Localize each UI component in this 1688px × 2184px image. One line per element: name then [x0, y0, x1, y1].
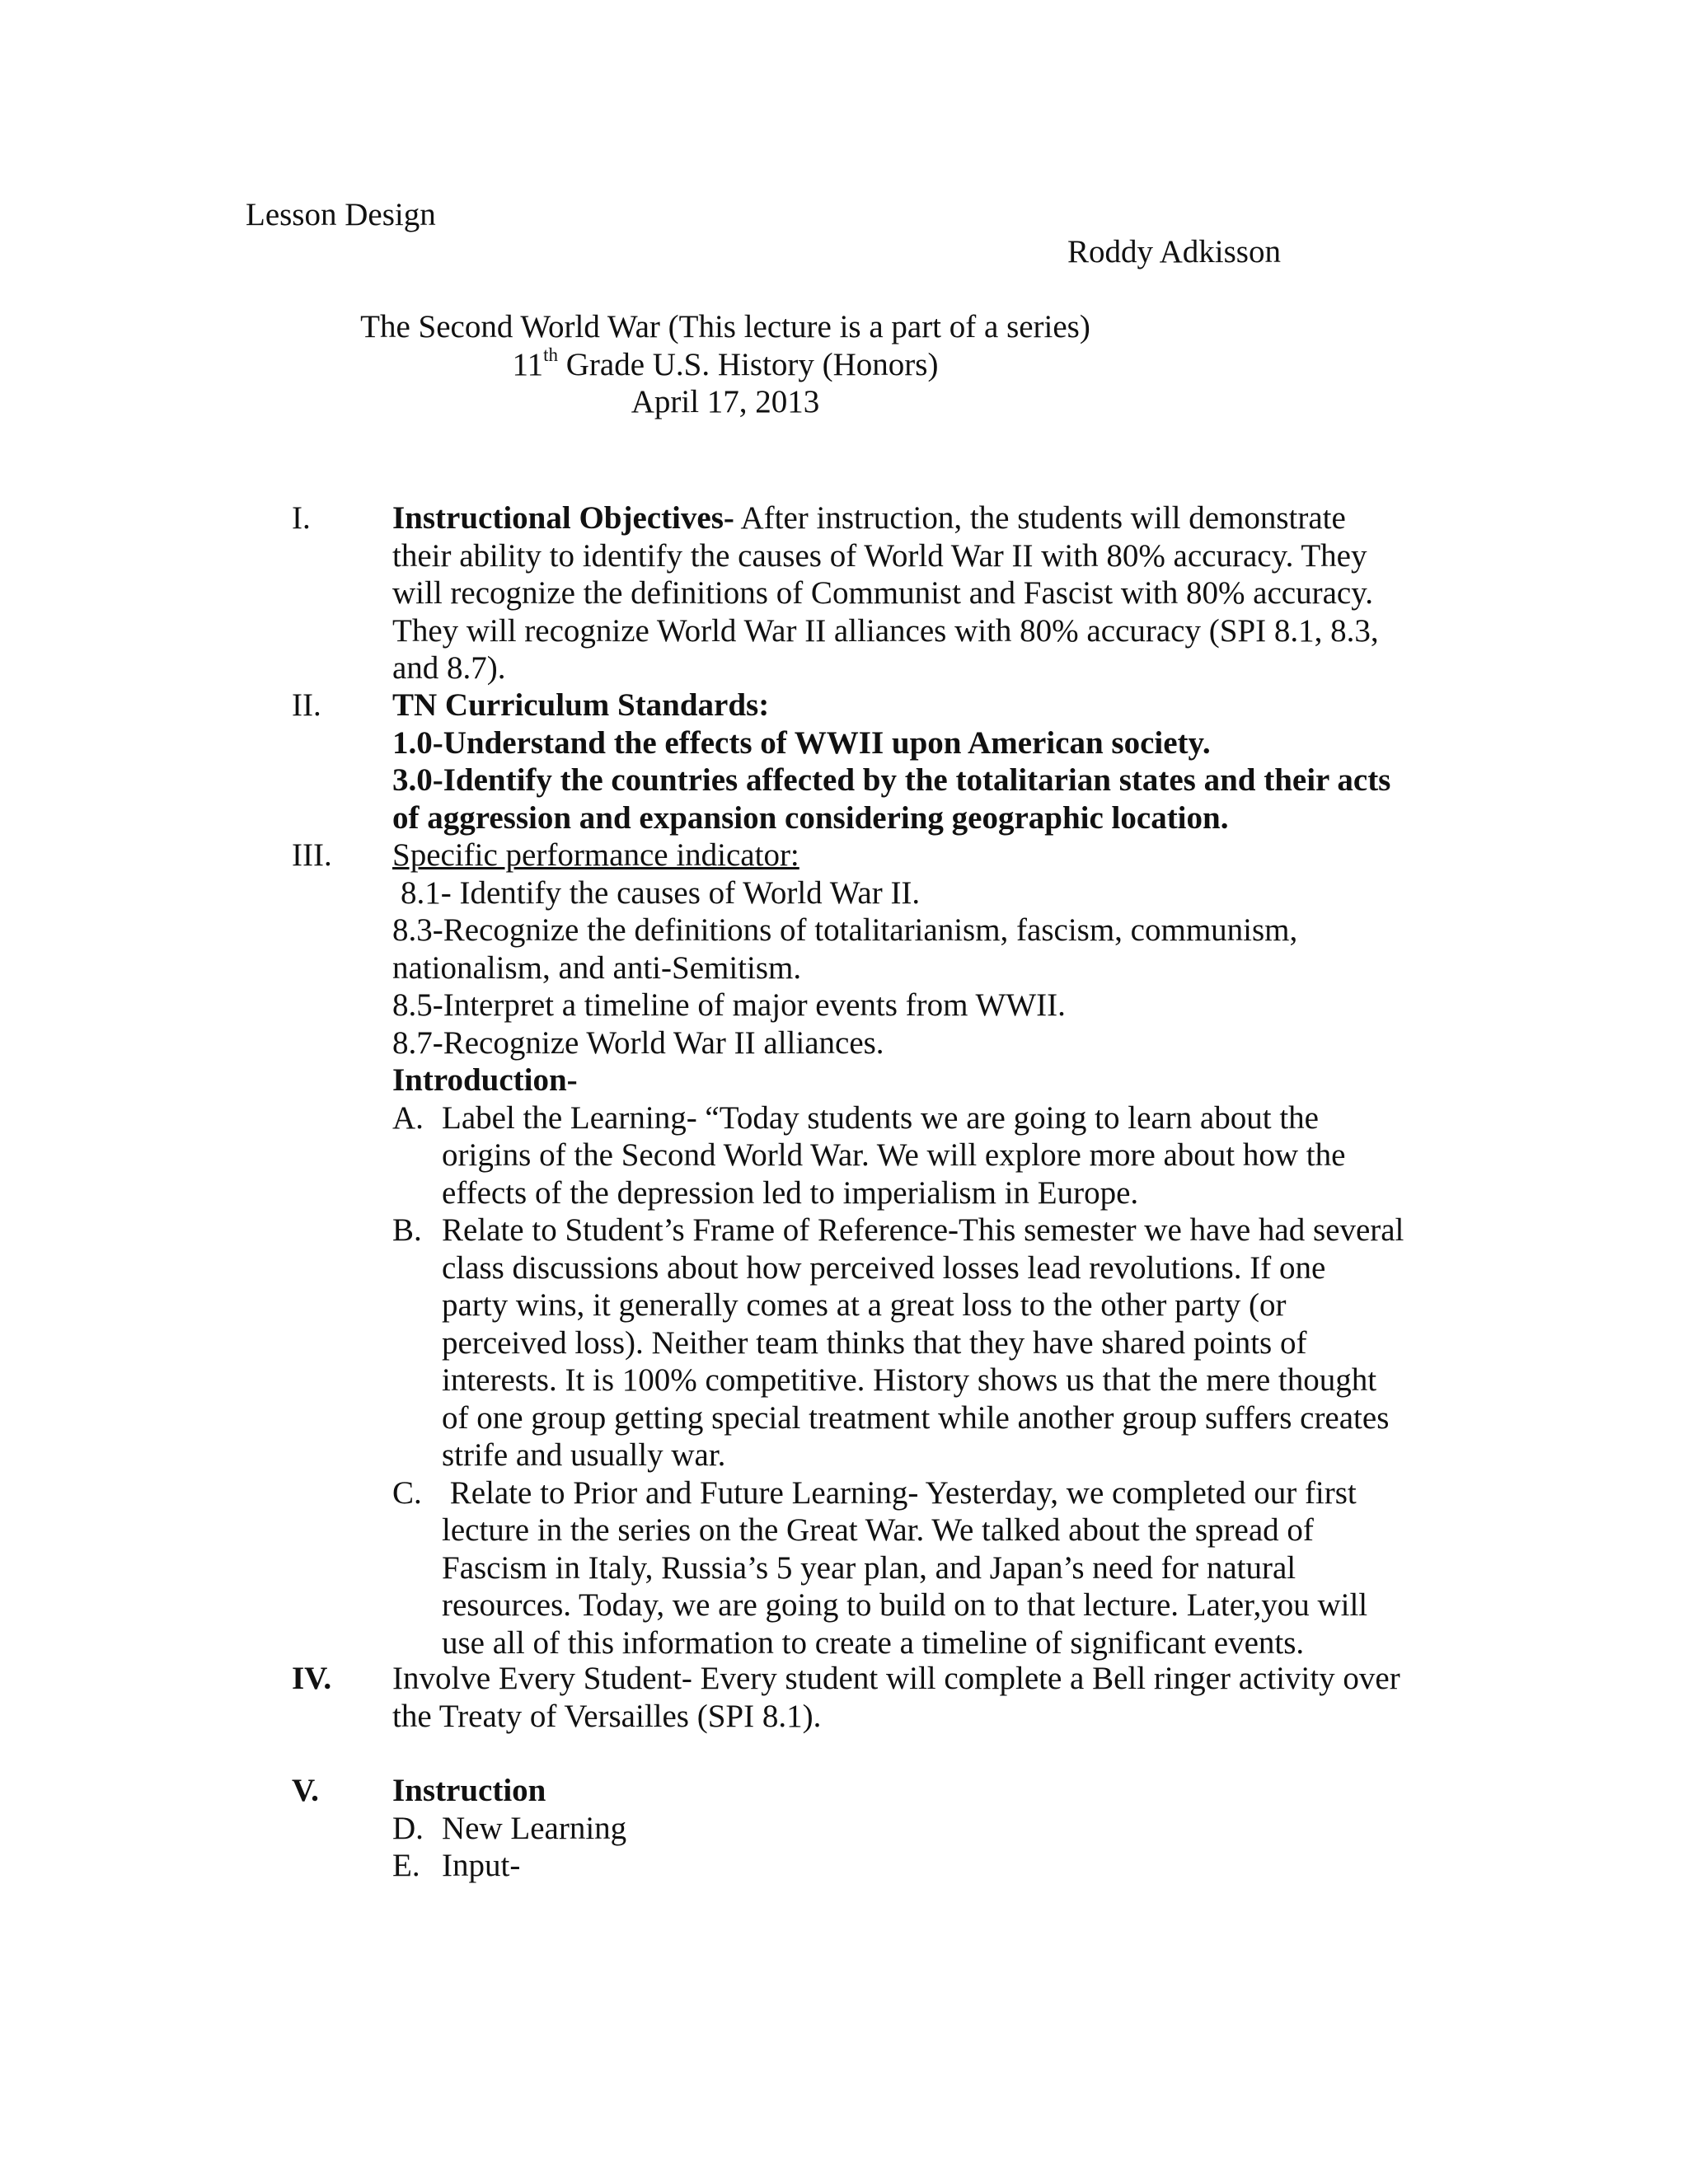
lesson-date: April 17, 2013 [631, 384, 820, 419]
section-body [392, 837, 1437, 1661]
item-line: New Learning [442, 1810, 627, 1846]
standard-item: 1.0-Understand the effects of WWII upon American society. [392, 724, 1211, 761]
course-name: Grade U.S. History (Honors) [558, 346, 939, 382]
item-line: effects of the depression led to imperialism in Europe. [442, 1174, 1139, 1211]
item-line: interests. It is 100% competitive. History shows us that the mere thought [442, 1362, 1377, 1398]
indicator-item: 8.5-Interpret a timeline of major events from WWII. [392, 987, 1066, 1023]
objectives-line: their ability to identify the causes of World War II with 80% accuracy. They [392, 537, 1367, 574]
item-line: Label the Learning- “Today students we are going to learn about the [442, 1099, 1319, 1136]
item-line: resources. Today, we are going to build on to that lecture. Later,you will [442, 1587, 1368, 1623]
section-numeral: III. [292, 837, 332, 873]
section-body [392, 1660, 1437, 1735]
intro-item-label-learning [392, 1099, 1437, 1212]
section-heading: Instruction [392, 1773, 546, 1808]
lesson-title-block [247, 308, 1203, 421]
section-heading: Specific performance indicator: [392, 837, 799, 873]
objectives-line: will recognize the definitions of Communist and Fascist with 80% accuracy. [392, 575, 1373, 611]
section-numeral: IV. [292, 1661, 332, 1696]
section-heading: Instructional Objectives- [392, 500, 734, 536]
section-numeral: V. [292, 1773, 319, 1808]
section-body [392, 1772, 1437, 1885]
indicator-item: 8.3-Recognize the definitions of totalitarianism, fascism, communism, [392, 912, 1298, 948]
item-line: Fascism in Italy, Russia’s 5 year plan, and Japan’s need for natural [442, 1549, 1296, 1586]
instruction-item-new-learning [392, 1810, 1437, 1848]
indicator-item: nationalism, and anti-Semitism. [392, 949, 802, 986]
item-line: strife and usually war. [442, 1437, 726, 1473]
indicator-item: 8.7-Recognize World War II alliances. [392, 1024, 884, 1061]
indicator-item: 8.1- Identify the causes of World War II. [401, 874, 921, 911]
lesson-title: The Second World War (This lecture is a part of a series) [360, 309, 1090, 344]
standard-item: 3.0-Identify the countries affected by the totalitarian states and their acts [392, 762, 1391, 798]
section-body [392, 687, 1437, 837]
section-body [392, 499, 1437, 687]
item-line: Relate to Student’s Frame of Reference-This semester we have had several [442, 1212, 1404, 1248]
grade-course [247, 346, 1203, 384]
objectives-line: They will recognize World War II alliances with 80% accuracy (SPI 8.1, 8.3, [392, 612, 1379, 649]
objectives-line [392, 499, 1437, 537]
grade-ordinal: th [543, 344, 558, 365]
intro-item-prior-future-learning [392, 1474, 1437, 1662]
item-letter: D. [392, 1810, 424, 1846]
section-numeral: II. [292, 687, 321, 723]
item-line: perceived loss). Neither team thinks that they have shared points of [442, 1324, 1307, 1361]
instruction-item-input [392, 1847, 1437, 1885]
item-line: lecture in the series on the Great War. We talked about the spread of [442, 1512, 1314, 1548]
item-line: party wins, it generally comes at a great loss to the other party (or [442, 1287, 1287, 1323]
section-text-line: the Treaty of Versailles (SPI 8.1). [392, 1698, 822, 1734]
item-line: of one group getting special treatment while another group suffers creates [442, 1399, 1390, 1436]
item-line: Relate to Prior and Future Learning- Yesterday, we completed our first [442, 1474, 1357, 1511]
author-name: Roddy Adkisson [1067, 234, 1281, 269]
item-line: class discussions about how perceived losses lead revolutions. If one [442, 1249, 1326, 1286]
item-letter: E. [392, 1848, 420, 1883]
item-letter: C. [392, 1474, 422, 1511]
document-label: Lesson Design [246, 197, 436, 232]
item-line: origins of the Second World War. We will explore more about how the [442, 1137, 1346, 1173]
introduction-heading: Introduction- [392, 1062, 578, 1098]
objectives-line: and 8.7). [392, 650, 506, 686]
objectives-text: After instruction, the students will demonstrate [734, 500, 1346, 536]
item-letter: B. [392, 1212, 422, 1248]
item-line: use all of this information to create a timeline of significant events. [442, 1624, 1305, 1661]
item-line: Input- [442, 1848, 521, 1883]
item-letter: A. [392, 1099, 424, 1136]
intro-item-frame-of-reference [392, 1212, 1437, 1474]
standard-item: of aggression and expansion considering geographic location. [392, 799, 1229, 836]
grade-number: 11 [512, 346, 544, 382]
section-text-line: Involve Every Student- Every student will complete a Bell ringer activity over [392, 1661, 1400, 1696]
section-numeral: I. [292, 500, 311, 536]
section-heading: TN Curriculum Standards: [392, 687, 770, 723]
